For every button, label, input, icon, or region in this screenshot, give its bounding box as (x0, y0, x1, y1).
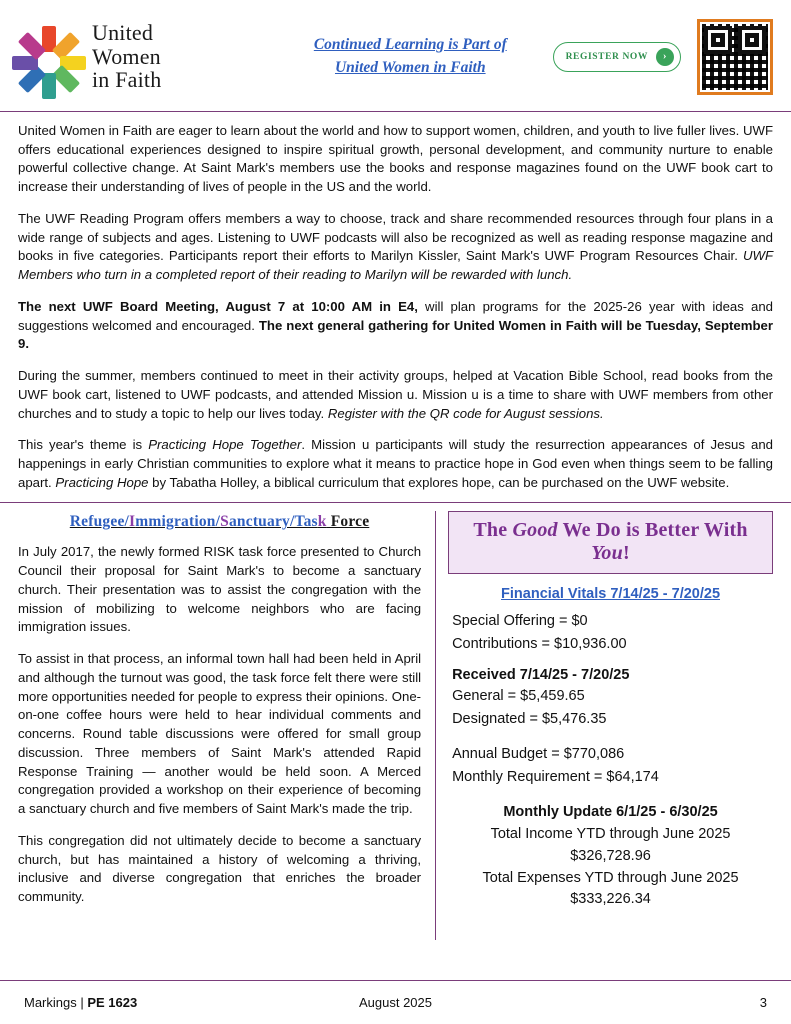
logo-wordmark (92, 21, 161, 92)
total-income-value: $326,728.96 (570, 847, 651, 864)
general-gathering-bold: The next general gathering for United Women in Faith will be Tuesday, September 9. (18, 317, 773, 352)
article-body (0, 112, 791, 492)
heading-part-6: k (317, 513, 327, 531)
headline-line-1: Continued Learning is Part of (313, 36, 507, 54)
annual-budget-line: Annual Budget = $770,086 (452, 746, 625, 763)
financial-vitals-heading: Financial Vitals 7/14/25 - 7/20/25 (501, 586, 721, 603)
contributions-line: Contributions = $10,936.00 (452, 635, 627, 652)
heading-part-1: Refugee/ (69, 513, 130, 531)
banner-word-good: Good (512, 519, 558, 542)
monthly-update-heading: Monthly Update 6/1/25 - 6/30/25 (503, 804, 718, 821)
register-now-label: REGISTER NOW (565, 51, 648, 62)
heading-part-3: mmigration/ (135, 513, 221, 531)
qr-code-icon (702, 24, 768, 90)
special-offering-line: Special Offering = $0 (452, 613, 588, 630)
continued-learning-link[interactable] (314, 34, 507, 79)
two-column-section (0, 502, 791, 940)
article-paragraph-1: United Women in Faith are eager to learn about the world and how to support women, children, and youth to live fuller lives. UWF offers educational experiences designed to inspire spiritual growth, personal development, and community nurture to enable powerful collective change. At Saint Mark's members use the books and response magazines found on the UWF book cart to increase their understanding of lives of people in the US and the world. (18, 123, 773, 195)
register-now-button[interactable] (553, 42, 681, 72)
paragraph-5-text-c: by Tabatha Holley, a biblical curriculum that explores hope, can be purchased on the UWF website. (148, 474, 730, 490)
banner-text-3: ! (622, 542, 630, 565)
headline-line-2: United Women in Faith (334, 58, 486, 76)
footer-issue-date: August 2025 (358, 995, 432, 1010)
page-header (0, 0, 791, 112)
header-headline (268, 34, 553, 79)
article-paragraph-5 (18, 436, 773, 492)
board-meeting-bold: The next UWF Board Meeting, August 7 at 10:00 AM in E4, (18, 298, 418, 314)
paragraph-3-text: will plan programs for the 2025-26 year with ideas and suggestions welcomed and encouraged. (18, 298, 773, 333)
good-we-do-banner (448, 511, 773, 574)
heading-part-7: Force (326, 513, 370, 531)
logo-line-2: Women (92, 43, 161, 69)
paragraph-5-text-a: This year's theme is (18, 437, 149, 453)
article-paragraph-4 (18, 367, 773, 423)
curriculum-title-italic: Practicing Hope (55, 474, 149, 490)
logo-line-3: in Faith (92, 67, 162, 93)
heading-part-4: S (220, 513, 229, 531)
flower-logo-icon (18, 26, 80, 88)
footer-left (24, 995, 269, 1010)
heading-part-5: anctuary/Tas (228, 513, 318, 531)
footer-publication: Markings | (24, 995, 88, 1010)
left-column (0, 511, 436, 940)
paragraph-5-text-b: . Mission u participants will study the resurrection appearances of Jesus and happenings in early Christian communities to explore what it means to practice hope in God even when things seem to be falling apart. (18, 437, 774, 490)
theme-title-italic: Practicing Hope Together (148, 437, 302, 453)
right-column (436, 511, 791, 940)
left-paragraph-3: This congregation did not ultimately decide to become a sanctuary church, but has maintained a history of welcoming a thriving, inclusive and diverse congregation that enriches the broader community. (18, 832, 422, 904)
paragraph-2-text: The UWF Reading Program offers members a way to choose, track and share recommended resources through four plans in a wide range of subjects and ages. Listening to UWF podcasts will also be recognized as well as reading response magazine and books in five categories. Participants report their efforts to Marilyn Kissler, Saint Mark's UWF Program Resources Chair. (18, 210, 773, 264)
paragraph-2-italic: UWF Members who turn in a completed report of their reading to Marilyn will be rewarded with lunch. (18, 248, 773, 283)
qr-code-block[interactable] (697, 19, 773, 95)
total-income-label: Total Income YTD through June 2025 (490, 826, 731, 843)
footer-page-number: 3 (759, 995, 767, 1010)
chevron-right-icon: › (656, 48, 674, 66)
general-line: General = $5,459.65 (452, 688, 585, 705)
organization-logo (18, 21, 268, 92)
paragraph-4-italic: Register with the QR code for August sessions. (327, 405, 604, 421)
risk-task-force-heading (18, 513, 421, 531)
footer-pe-number: PE 1623 (87, 995, 138, 1010)
spacer (448, 730, 773, 743)
logo-line-1: United (92, 19, 154, 45)
banner-word-you: You (591, 542, 623, 565)
designated-line: Designated = $5,476.35 (452, 710, 607, 727)
heading-part-2: I (129, 513, 136, 531)
monthly-requirement-line: Monthly Requirement = $64,174 (452, 768, 659, 785)
left-paragraph-2: To assist in that process, an informal town hall had been held in April and although the turnout was good, the task force felt there were still more opportunities needed for people to express their opinions. One-on-one coffee hours were held to hear individual comments and concerns. Round table discussions were offered for small group discussion. Three members of Saint Mark's attended Rapid Response Training — another would be held soon. A Merced congregation provided a workshop on their experience of becoming a sanctuary church and five members of Saint Mark's made the trip. (18, 651, 422, 817)
total-expenses-value: $333,226.34 (570, 891, 651, 908)
left-paragraph-1: In July 2017, the newly formed RISK task force presented to Church Council their proposal for Saint Mark's to become a sanctuary church. Their presentation was to assist the congregation with the mission of mobilizing to welcome neighbors who are facing immigration issues. (18, 544, 422, 635)
total-expenses-label: Total Expenses YTD through June 2025 (482, 869, 739, 886)
page-footer (0, 980, 791, 1024)
article-paragraph-2 (18, 210, 773, 285)
received-heading: Received 7/14/25 - 7/20/25 (452, 667, 630, 684)
article-paragraph-3 (18, 298, 773, 354)
paragraph-4-text: During the summer, members continued to meet in their activity groups, helped at Vacation Bible School, read books from the UWF book cart, listened to UWF podcasts, and attended Mission u. Mission u is a time to share with UWF members from other churches and to study a topic to help our lives today. (18, 368, 773, 421)
banner-text-1: The (473, 519, 513, 542)
banner-text-2: We Do is Better With (557, 519, 748, 542)
